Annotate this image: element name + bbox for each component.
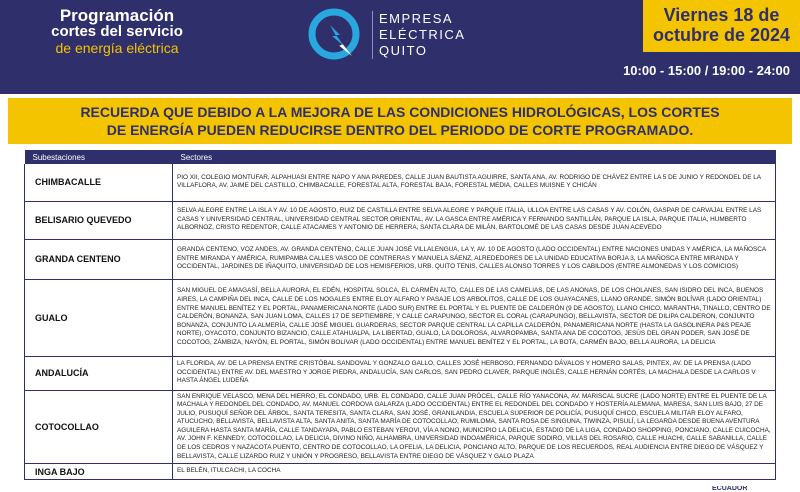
column-header-subestaciones: Subestaciones <box>25 150 173 164</box>
table-row <box>25 279 776 356</box>
table-row <box>25 201 776 239</box>
date-badge <box>643 0 800 52</box>
brand-line-3: QUITO <box>379 43 428 58</box>
notice-line-2: DE ENERGÍA PUEDEN REDUCIRSE DENTRO DEL PERIODO DE CORTE PROGRAMADO. <box>106 122 694 138</box>
sectors-list: SAN ENRIQUE VELASCO, MENA DEL HIERRO, EL CONDADO, URB. EL CONDADO, CALLE JUAN PRÓCEL, CALLE RÍO YANACONA, AV. MARISCAL SUCRE (LADO NORTE) ENTRE EL PUENTE DE LA MACHALA Y REDONDEL DEL CONDADO, AV. MANUEL CORDOVA GALARZA (LADO OCCIDENTAL) ENTRE EL REDONDEL DEL CONDADO Y HOSTERÍA ALEMANA, MARESA, SAN LUIS BAJO, 27 DE JULIO, PUSUQUÍ SEÑOR DEL ÁRBOL, SANTA TERESITA, SANTA CLARA, SAN JOSÉ, GRANILANDIA, ESCUELA SUPERIOR DE POLICÍA, PUSUQUÍ CHICO, ESCUELA MILITAR ELOY ALFARO, ATUCUCHO, BELLAVISTA, BELLAVISTA ALTA, SANTA ANITA, SANTA MARÍA DE COTOCOLLAO, RUMILOMA, SANTA ROSA DE SINGUNA, TIWINZA, PISULÍ, LA LEGARDA DESDE BUENA AVENTURA AGUILERA HASTA SANTA MARÍA, CALLE TANDAYAPA, PABLO ESTEBAN YEROVI, VÍA A NONO, MUNICIPIO LA DELICIA, ESTADIO DE LA LIGA, CONDADO SHOPPING, PONCIANO, CALLE CUICOCHA, AV. JOHN F. KENNEDY, COTOCOLLAO, LA DELICIA, DIVINO NIÑO, ALHAMBRA, UNIVERSIDAD INDOAMÉRICA, PARQUE SODIRO, VILLAS DEL ROSARIO, CALLE HUACHI, CALLE SABANILLA, CALLE DE LOS CEDROS Y NAZACOTA PUENTO, CENTRO DE COTOCOLLAO, LA OFELIA, LA DELICIA, PONCIANO ALTO, PARQUE DE LOS RECUERDOS, REAL AUDIENCIA ENTRE DIEGO DE VÁSQUEZ Y BELLAVISTA, CALLE LIZARDO RUIZ Y UNIÓN Y PROGRESO, BELLAVISTA ENTRE DIEGO DE VÁSQUEZ Y GALO PLAZA <box>173 390 776 464</box>
table-row <box>25 239 776 279</box>
substation-name: GRANDA CENTENO <box>25 239 173 279</box>
table-row <box>25 164 776 201</box>
substation-name: GUALO <box>25 279 173 356</box>
notice-line-1: RECUERDA QUE DEBIDO A LA MEJORA DE LAS CONDICIONES HIDROLÓGICAS, LOS CORTES <box>80 104 720 120</box>
substation-name: BELISARIO QUEVEDO <box>25 201 173 239</box>
sectors-list: PIO XII, COLEGIO MONTUFAR, ALPAHUASI ENTRE NAPO Y ANA PAREDES, CALLE JUAN BAUTISTA AGUIRRE, SANTA ANA, AV. RODRIGO DE CHÁVEZ ENTRE LA 5 DE JUNIO Y REDONDEL DE LA VILLAFLORA, AV. JAIME DEL CASTILLO, CHIMBACALLE, FORESTAL ALTA, FORESTAL BAJA, FORESTAL MEDIA, CALLES MUISNE Y CHICÁN <box>173 164 776 201</box>
table-row <box>25 464 776 480</box>
substation-name: ANDALUCÍA <box>25 356 173 390</box>
outage-table <box>24 150 776 480</box>
ecuador-logo: ECUADOR <box>712 486 748 492</box>
company-name <box>372 11 465 59</box>
table-row <box>25 356 776 390</box>
date-line-2: octubre de 2024 <box>652 25 791 45</box>
notice-banner <box>8 98 792 144</box>
table-row <box>25 390 776 464</box>
sectors-list: GRANDA CENTENO, VOZ ANDES, AV. GRANDA CENTENO, CALLE JUAN JOSÉ VILLALENGUA, LA Y, AV. 10 DE AGOSTO (LADO OCCIDENTAL) ENTRE NACIONES UNIDAS Y AMÉRICA, LA MAÑOSCA ENTRE MIRANDA Y AMÉRICA, RUMIPAMBA CALLES VASCO DE CONTRERAS Y MANUELA SÁENZ, ALREDEDORES DE LA UNIDAD EDUCATIVA BORJA 3, LA MAÑOSCA ENTRE MIRANDA Y OCCIDENTAL, JARDINES DE IÑAQUITO, UNIVERSIDAD DE LOS HEMISFERIOS, URB. QUITO TENIS, CALLES ALONSO TORRES Y LOS CABILDOS (ENTRE ALMONEDAS Y LOS COMICIOS) <box>173 239 776 279</box>
brand-line-1: EMPRESA <box>379 11 454 26</box>
sectors-list: SELVA ALEGRE ENTRE LA ISLA Y AV. 10 DE AGOSTO, RUIZ DE CASTILLA ENTRE SELVA ALEGRE Y PARQUE ITALIA, ULLOA ENTRE LAS CASAS Y AV. COLÓN, GASPAR DE CARVAJAL ENTRE LAS CASAS Y UNIVERSIDAD CENTRAL, UNIVERSIDAD CENTRAL SECTOR ORIENTAL, AV. LA GASCA ENTRE AMÉRICA Y FERNANDO SANTILLÁN, PARQUE LA ISLA, PARQUE ITALIA, HUMBERTO ALBORNOZ, CRISTO REDENTOR, CALLE ATACAMES Y ANTONIO DE HERRERA, SANTA CLARA DE MILÁN, BARTOLOMÉ DE LAS CASAS DESDE JUAN ACEVEDO <box>173 201 776 239</box>
program-title <box>32 8 202 56</box>
page-header <box>0 0 800 94</box>
sectors-list: SAN MIGUEL DE AMAGASÍ, BELLA AURORA, EL EDÉN, HOSPITAL SOLCA, EL CARMÉN ALTO, CALLES DE LAS CAMELIAS, DE LAS ANONAS, DE LOS CHOLANES, SAN ISIDRO DEL INCA, BUENOS AIRES, LA CAMPIÑA DEL INCA, CALLE DE LOS NOGALES ENTRE ELOY ALFARO Y PASAJE LOS ARBOLITOS, CALLE DE LOS GUAYACANES, LLANO GRANDE, SIMÓN BOLÍVAR (LADO ORIENTAL) ENTRE MANUEL BENÍTEZ Y EL PORTAL, PANAMERICANA NORTE (LADO SUR) ENTRE EL PORTAL Y EL PUENTE DE CALDERÓN (9 DE AGOSTO), LLANO CHICO, MARANTHA, TINALLO, CENTRO DE CALDERÓN, BONANZA, SAN JUAN LOMA, CALLES 17 DE SEPTIEMBRE, Y CALLE CARAPUNGO, SECTOR EL CORAL (CARAPUNGO), BELLAVISTA, SECTOR DE DILIPA CALDERON, CONJUNTO BONANZA, CONJUNTO LA ALMERÍA, CALLE JOSÉ MIGUEL GUARDERAS, SECTOR PARQUE CENTRAL LA CAPILLA CALDERÓN, PANAMERICANA NORTE (HASTA LA GASOLINERA P&S PEAJE NORTE), OYACOTO, CONJUNTO BIZANCIO, CALLE ATAHUALPA, LA LIBERTAD, GUALO, LA DOLOROSA, ALVAROPAMBA, SANTA ANA DE COCOTOG, JESÚS DEL GRAN PODER, SAN JOSÉ DE COCOTOG, ZÁMBIZA, NAYÓN, EL PORTAL, SIMÓN BOLIVAR (LADO OCCIDENTAL) ENTRE MANUEL BENÍTEZ Y EL PORTAL, LA BOTA, CARMÉN BAJO, BELLA AURORA, LA DELICIA <box>173 279 776 356</box>
brand-line-2: ELÉCTRICA <box>379 27 466 42</box>
substation-name: CHIMBACALLE <box>25 164 173 201</box>
title-line-3: de energía eléctrica <box>55 40 179 56</box>
sectors-list: LA FLORIDA, AV. DE LA PRENSA ENTRE CRISTÓBAL SANDOVAL Y GONZALO GALLO, CALLES JOSÉ HERBOSO, FERNANDO DÁVALOS Y HOMERO SALAS, PINTEX, AV. DE LA PRENSA (LADO OCCIDENTAL) ENTRE AV. DEL MAESTRO Y JORGE PIEDRA, ANDALUCÍA, SAN CARLOS, SAN PEDRO CLAVER, PARQUE INGLÉS, CALLE HERNÁN CORTÉS, LA MACHALA DESDE LA CARLOS V HASTA ÁNGEL LUDEÑA <box>173 356 776 390</box>
title-line-1: Programación <box>59 6 175 25</box>
substation-name: COTOCOLLAO <box>25 390 173 464</box>
column-header-sectores: Sectores <box>173 150 776 164</box>
eeq-logo-icon <box>308 8 364 64</box>
table-header-row <box>25 150 776 164</box>
date-line-1: Viernes 18 de <box>663 5 780 25</box>
title-line-2: cortes del servicio <box>51 23 183 40</box>
sectors-list: EL BELÉN, ITULCACHI, LA COCHA <box>173 464 776 480</box>
outage-hours: 10:00 - 15:00 / 19:00 - 24:00 <box>623 63 790 78</box>
substation-name: INGA BAJO <box>25 464 173 480</box>
